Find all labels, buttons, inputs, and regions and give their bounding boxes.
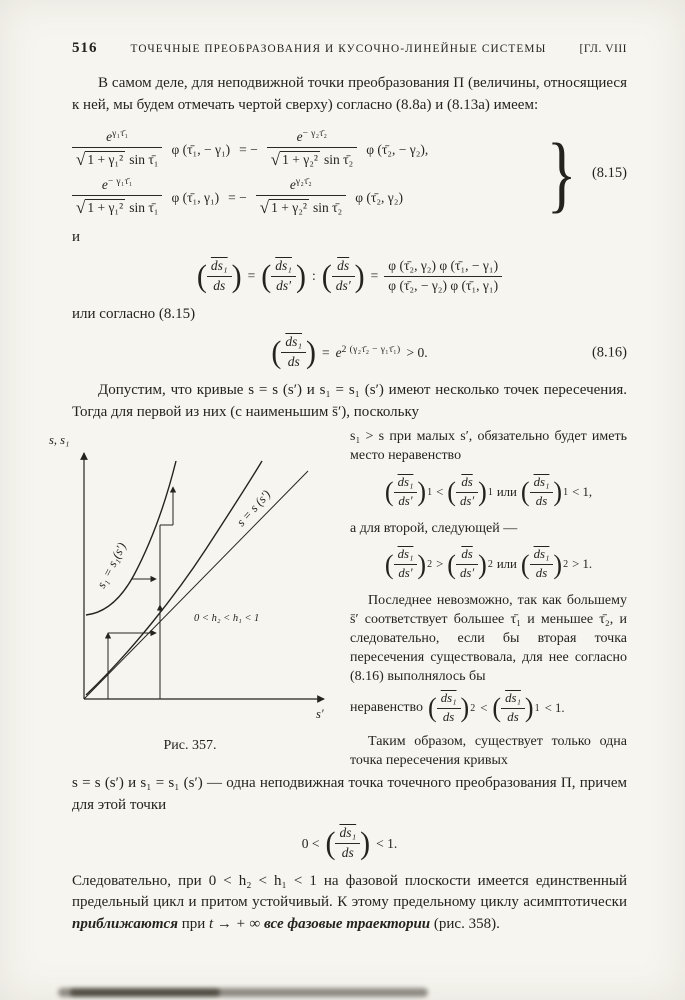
- figure-y-axis-label: s, s₁: [49, 433, 70, 448]
- text-run: при: [177, 916, 209, 933]
- math-relation: 0 <: [301, 835, 320, 851]
- math-text: ds₁: [339, 825, 357, 841]
- left-paren: (: [447, 476, 456, 508]
- paragraph-conclusion: [72, 871, 627, 936]
- index-subscript: 1: [563, 486, 569, 498]
- sqrt-icon: √: [270, 150, 281, 170]
- math-text: φ (τ̄₁, γ₁): [171, 189, 220, 205]
- fraction-numerator: [281, 334, 306, 353]
- math-relation: = −: [228, 189, 247, 205]
- equation-final-inequality: [72, 825, 627, 862]
- fraction-numerator: [456, 475, 478, 493]
- left-paren: (: [520, 548, 530, 580]
- fraction: [256, 177, 346, 218]
- fraction: [271, 258, 296, 295]
- fraction: [456, 475, 478, 510]
- fraction: [394, 475, 418, 510]
- right-paren: ): [306, 335, 317, 371]
- figure-curve-s1-label: s₁ = s₁(s′): [94, 540, 129, 591]
- index-subscript: 1: [427, 486, 433, 498]
- math-exponent: γ₂τ̄₂: [295, 177, 313, 188]
- parenthesized-fraction: [385, 547, 432, 582]
- right-paren: ): [231, 259, 242, 294]
- fraction-numerator: [72, 129, 162, 148]
- fraction-denominator: ds: [213, 277, 226, 293]
- fraction-denominator: ds′: [398, 493, 413, 508]
- figure-357-plot: [44, 427, 336, 729]
- right-paren: ): [354, 259, 365, 294]
- chapter-reference: [ГЛ. VIII: [579, 43, 627, 55]
- parenthesized-fraction: [428, 691, 475, 726]
- figure-357: [44, 427, 336, 773]
- text-run: (рис. 358).: [430, 916, 500, 933]
- math-text: ds₁: [440, 690, 457, 705]
- fraction-numerator: [530, 547, 554, 565]
- paragraph-second-point: а для второй, следующей —: [350, 520, 518, 536]
- fraction-numerator: [394, 547, 418, 565]
- math-text: sin τ̄₂: [312, 200, 343, 216]
- math-text: ds₁: [210, 258, 228, 274]
- fraction-denominator: ds′: [276, 277, 292, 293]
- math-exponent: − γ₂τ̄₂: [302, 129, 328, 140]
- inequality-second-point: [350, 547, 627, 582]
- math-relation: <: [480, 700, 488, 715]
- fraction: [394, 547, 418, 582]
- math-operator: :: [311, 268, 316, 284]
- math-base: e: [101, 177, 108, 193]
- math-base: e: [296, 129, 303, 145]
- equation-tag-815: (8.15): [591, 165, 627, 182]
- conjunction-line: и: [72, 229, 81, 246]
- fraction: [335, 825, 360, 862]
- math-base: e: [289, 177, 296, 193]
- fraction-denominator: ds′: [335, 277, 351, 293]
- math-exponent: − γ₁τ̄₁: [107, 177, 133, 188]
- fraction-numerator: [437, 691, 461, 709]
- index-subscript: 2: [487, 558, 493, 570]
- fraction-denominator: ds′: [459, 493, 475, 508]
- right-paren: ): [478, 476, 487, 508]
- paragraph-thus: Таким образом, существует только одна точка пересечения кривых: [350, 733, 627, 768]
- math-relation: < 1.: [544, 700, 565, 715]
- page-header: [72, 40, 627, 57]
- fraction-denominator: [267, 148, 357, 170]
- index-subscript: 2: [470, 702, 476, 714]
- figure-curve-s-label: s = s (s′): [233, 487, 274, 530]
- parenthesized-fraction: [325, 825, 370, 862]
- math-text: sin τ̄₁: [129, 200, 159, 216]
- math-term: [336, 345, 401, 361]
- math-relation: =: [370, 268, 379, 284]
- math-text: ds₁: [275, 258, 292, 274]
- fraction: [530, 547, 554, 582]
- parenthesized-fraction: [322, 258, 365, 295]
- math-relation: = −: [239, 141, 258, 157]
- fraction: [281, 334, 306, 371]
- equation-tag-816: (8.16): [591, 344, 627, 361]
- index-subscript: 2: [563, 558, 569, 570]
- running-head: ТОЧЕЧНЫЕ ПРЕОБРАЗОВАНИЯ И КУСОЧНО-ЛИНЕЙНЫЕ СИСТЕМЫ: [130, 43, 547, 55]
- text-or: или: [496, 556, 517, 571]
- fraction-numerator: [271, 258, 296, 277]
- fraction-numerator: [332, 258, 355, 277]
- fraction: [437, 691, 461, 726]
- fraction-numerator: [256, 177, 346, 196]
- equation-8-16: [72, 334, 627, 371]
- fraction-denominator: [72, 148, 162, 170]
- wrapped-text-column: [350, 427, 627, 773]
- paragraph-intro: В самом деле, для неподвижной точки преобразования П (величины, относящиеся к ней, мы будем отмечать чертой сверху) согласно (8.8а) и (8.13а) имеем:: [72, 75, 627, 113]
- equation-8-16-row: [72, 334, 627, 371]
- parenthesized-fraction: [271, 334, 316, 371]
- page-number: 516: [72, 40, 98, 56]
- fraction-numerator: [501, 691, 525, 709]
- right-paren: ): [524, 692, 534, 724]
- fraction-denominator: [256, 196, 346, 218]
- fraction-numerator: [72, 177, 162, 196]
- fraction-numerator: [335, 825, 360, 844]
- math-relation: > 0.: [406, 344, 428, 360]
- left-paren: (: [261, 259, 272, 294]
- text-run: Следовательно, при 0 < h₂ < h₁ < 1 на фазовой плоскости имеется единственный предельный цикл и притом устойчивый. К этому предельному циклу асимптотически: [72, 872, 627, 911]
- math-relation: >: [436, 556, 444, 571]
- curve-s1: [86, 461, 176, 615]
- fraction-denominator: ds: [442, 709, 455, 724]
- math-text: φ (τ̄₂, γ₂): [355, 189, 403, 205]
- left-paren: (: [384, 548, 394, 580]
- fraction-denominator: ds: [341, 845, 354, 860]
- left-paren: (: [428, 692, 437, 724]
- right-paren: ): [417, 476, 427, 508]
- figure-caption: Рис. 357.: [163, 738, 217, 754]
- math-text: $\overline{ds}$: [461, 474, 473, 489]
- fraction-numerator: [267, 129, 357, 148]
- left-paren: (: [271, 335, 282, 371]
- right-paren: ): [460, 692, 470, 724]
- parenthesized-fraction: [447, 475, 493, 510]
- inline-inequality: [350, 691, 627, 726]
- inequality-first-point: [350, 475, 627, 510]
- radicand: 1 + γ₂²: [282, 152, 318, 168]
- paragraph-assume: Допустим, что кривые s = s (s′) и s₁ = s₁ (s′) имеют несколько точек пересечения. Тогда для первой из них (с наименьшим s̄′), поскольку: [72, 382, 627, 420]
- fraction-denominator: ds′: [459, 565, 475, 580]
- sqrt-icon: √: [76, 150, 86, 170]
- parenthesized-fraction: [447, 547, 493, 582]
- parenthesized-fraction: [492, 691, 539, 726]
- fraction: [207, 258, 232, 295]
- fraction: [384, 258, 502, 295]
- fraction-numerator: [456, 547, 478, 565]
- figure-annotation: 0 < h₂ < h₁ < 1: [194, 613, 260, 625]
- text-run-emphasis: приближаются: [72, 916, 178, 933]
- left-paren: (: [384, 476, 394, 508]
- right-paren: ): [553, 476, 563, 508]
- parenthesized-fraction: [521, 547, 568, 582]
- math-text: ds₁: [533, 546, 550, 561]
- math-text: ds₁: [397, 546, 414, 561]
- right-paren: ): [360, 826, 371, 861]
- equation-8-15: [72, 122, 627, 225]
- math-relation: < 1,: [572, 484, 593, 499]
- right-paren: ): [478, 548, 487, 580]
- index-subscript: 1: [534, 702, 540, 714]
- fraction: [332, 258, 355, 295]
- index-subscript: 2: [427, 558, 433, 570]
- left-paren: (: [321, 259, 332, 294]
- parenthesized-fraction: [521, 475, 568, 510]
- math-relation: <: [436, 484, 444, 499]
- text-inequality-word: неравенство: [350, 700, 424, 716]
- math-text: φ (τ̄₁, − γ₁): [171, 141, 231, 157]
- math-text: ds₁: [285, 334, 303, 350]
- equation-derivative-chain: [72, 258, 627, 295]
- right-paren: ): [553, 548, 563, 580]
- left-paren: (: [325, 826, 336, 861]
- figure-x-axis-label: s′: [316, 707, 324, 722]
- fraction-numerator: [394, 475, 418, 493]
- sqrt-icon: √: [76, 198, 86, 218]
- equation-8-15-line2: [72, 177, 539, 218]
- left-paren: (: [520, 476, 530, 508]
- fraction-denominator: ds′: [398, 565, 413, 580]
- math-relation: =: [247, 268, 256, 284]
- math-relation: < 1.: [376, 835, 398, 851]
- fraction: [530, 475, 554, 510]
- math-text: ds₁: [505, 690, 521, 705]
- math-text: $\overline{ds}$: [337, 258, 350, 274]
- fraction-denominator: [72, 196, 162, 218]
- math-relation: > 1.: [572, 556, 593, 571]
- right-paren: ): [417, 548, 427, 580]
- math-text: ds₁: [533, 474, 550, 489]
- radicand: 1 + γ₁²: [87, 152, 124, 168]
- fraction: [456, 547, 478, 582]
- math-base: e: [335, 344, 342, 360]
- math-text: φ (τ̄₂, − γ₂),: [366, 141, 429, 157]
- fraction: [72, 177, 162, 218]
- fraction-denominator: ds: [507, 709, 519, 724]
- math-text: ds₁: [397, 474, 414, 489]
- fraction-numerator: [530, 475, 554, 493]
- math-base: e: [106, 129, 113, 145]
- math-text: sin τ̄₁: [129, 152, 159, 168]
- left-paren: (: [447, 548, 456, 580]
- fraction-denominator: ds: [287, 354, 300, 370]
- text-or: или: [496, 484, 517, 499]
- left-paren: (: [196, 259, 207, 294]
- math-relation: =: [322, 344, 330, 360]
- math-text: $\overline{ds}$: [461, 546, 473, 561]
- sqrt-icon: √: [259, 198, 270, 218]
- radicand: 1 + γ₂²: [271, 200, 307, 216]
- math-exponent: γ₁τ̄₁: [112, 129, 129, 140]
- fraction: [72, 129, 162, 170]
- scan-edge-artifact: [70, 989, 220, 996]
- text-run-math: t → + ∞: [209, 916, 261, 933]
- parenthesized-fraction: [385, 475, 432, 510]
- bisector-line: [84, 471, 308, 699]
- system-brace: }: [546, 125, 577, 222]
- parenthesized-fraction: [197, 258, 242, 295]
- math-exponent: 2 (γ₂τ̄₂ − γ₁τ̄₁): [341, 344, 401, 355]
- right-paren: ): [295, 259, 306, 294]
- fraction-numerator: φ (τ̄₂, γ₂) φ (τ̄₁, − γ₁): [384, 258, 502, 277]
- left-paren: (: [492, 692, 502, 724]
- fraction-denominator: φ (τ̄₂, − γ₂) φ (τ̄₁, γ₁): [388, 277, 499, 293]
- text-run-emphasis: все фазовые траектории: [263, 916, 431, 933]
- paragraph-continuation: s = s (s′) и s₁ = s₁ (s′) — одна неподвижная точка точечного преобразования П, причем для этой точки: [72, 774, 627, 813]
- math-text: sin τ̄₂: [323, 152, 354, 168]
- equation-8-15-line1: [72, 129, 539, 170]
- paragraph-first-point: s₁ > s при малых s′, обязательно будет иметь место неравенство: [350, 429, 627, 464]
- paragraph-impossible: Последнее невозможно, так как большему s̄′ соответствует большее τ̄₁ и меньшее τ̄₂, и следовательно, если бы вторая точка пересечения существовала, для нее согласно (8.16) выполнялось бы: [350, 592, 627, 685]
- fraction-numerator: [207, 258, 232, 277]
- fraction: [267, 129, 357, 170]
- radicand: 1 + γ₁²: [87, 200, 124, 216]
- index-subscript: 1: [487, 486, 493, 498]
- fraction-denominator: ds: [535, 565, 548, 580]
- equation-8-15-lines: [72, 122, 539, 225]
- parenthesized-fraction: [261, 258, 306, 295]
- figure-and-text-row: [49, 427, 627, 773]
- paragraph-or-according: или согласно (8.15): [72, 305, 196, 322]
- fraction-denominator: ds: [535, 493, 548, 508]
- fraction: [501, 691, 525, 726]
